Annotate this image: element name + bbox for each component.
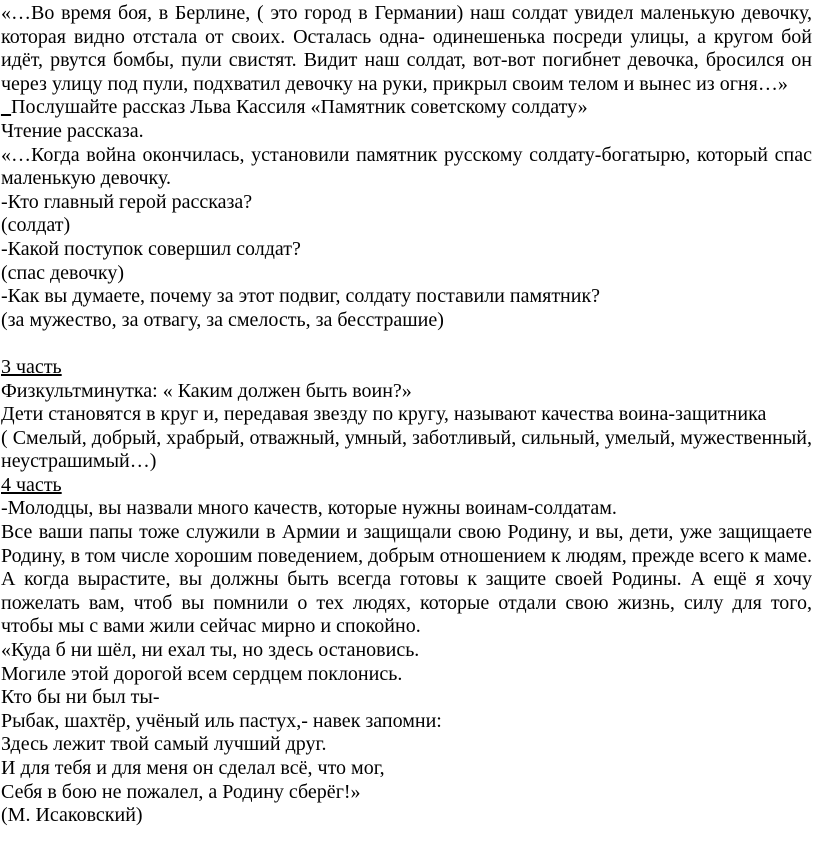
poem-line: Здесь лежит твой самый лучший друг. (1, 733, 327, 756)
poem-author: (М. Исаковский) (1, 804, 143, 827)
story-excerpt: «…Во время боя, в Берлине, ( это город в Германии) наш солдат увидел маленькую девочку, которая видно отстала от своих. Осталась одна- одинешенька посреди улицы, а кругом бой идёт, рвутся бомбы, пули свистят. Видит наш солдат, вот-вот погибнет девочка, бросился он через улицу под пули, подхватил девочку на руки, прикрыл своим телом и вынес из огня…» (1, 2, 812, 95)
poem-line: Могиле этой дорогой всем сердцем поклонись. (1, 662, 403, 685)
poem (1, 639, 812, 828)
circle-game-instruction: Дети становятся в круг и, передавая звезду по кругу, называют качества воина-защитника (1, 403, 767, 426)
question-1: -Кто главный герой рассказа? (1, 190, 253, 213)
reading-line: Чтение рассказа. (1, 119, 144, 142)
poem-line: Кто бы ни был ты- (1, 686, 160, 709)
poem-line: Себя в бою не пожалел, а Родину сберёг!» (1, 780, 361, 803)
warrior-qualities: ( Смелый, добрый, храбрый, отважный, умный, заботливый, сильный, умелый, мужественный, неустрашимый…) (1, 426, 812, 473)
blank-line (1, 332, 812, 356)
question-3: -Как вы думаете, почему за этот подвиг, солдату поставили памятник? (1, 285, 601, 308)
answer-1: (солдат) (1, 214, 71, 237)
story-ending: «…Когда война окончилась, установили памятник русскому солдату-богатырю, который спас маленькую девочку. (1, 143, 812, 190)
listen-instruction (1, 96, 812, 120)
poem-line: Рыбак, шахтёр, учёный иль пастух,- навек запомни: (1, 709, 442, 732)
listen-text: Послушайте рассказ Льва Кассиля «Памятник советскому солдату» (11, 96, 588, 119)
answer-3: (за мужество, за отвагу, за смелость, за бесстрашие) (1, 308, 444, 331)
physminute-title: Физкультминутка: « Каким должен быть воин?» (1, 379, 412, 402)
fathers-paragraph: Все ваши папы тоже служили в Армии и защищали свою Родину, и вы, дети, уже защищаете Родину, в том числе хорошим поведением, добрым отношением к людям, прежде всего к маме. А когда вырастите, вы должны быть всегда готовы к защите своей Родины. А ещё я хочу пожелать вам, чтоб вы помнили о тех людях, которые отдали свою жизнь, силу для того, чтобы мы с вами жили сейчас мирно и спокойно. (1, 521, 812, 638)
poem-line: «Куда б ни шёл, ни ехал ты, но здесь остановись. (1, 639, 420, 662)
listen-prefix: _ (1, 96, 11, 119)
praise-line: -Молодцы, вы назвали много качеств, которые нужны воинам-солдатам. (1, 497, 617, 520)
part-4-heading: 4 часть (1, 473, 62, 496)
part-3-heading: 3 часть (1, 355, 62, 378)
poem-line: И для тебя и для меня он сделал всё, что мог, (1, 757, 385, 779)
question-2: -Какой поступок совершил солдат? (1, 237, 301, 260)
answer-2: (спас девочку) (1, 261, 124, 284)
